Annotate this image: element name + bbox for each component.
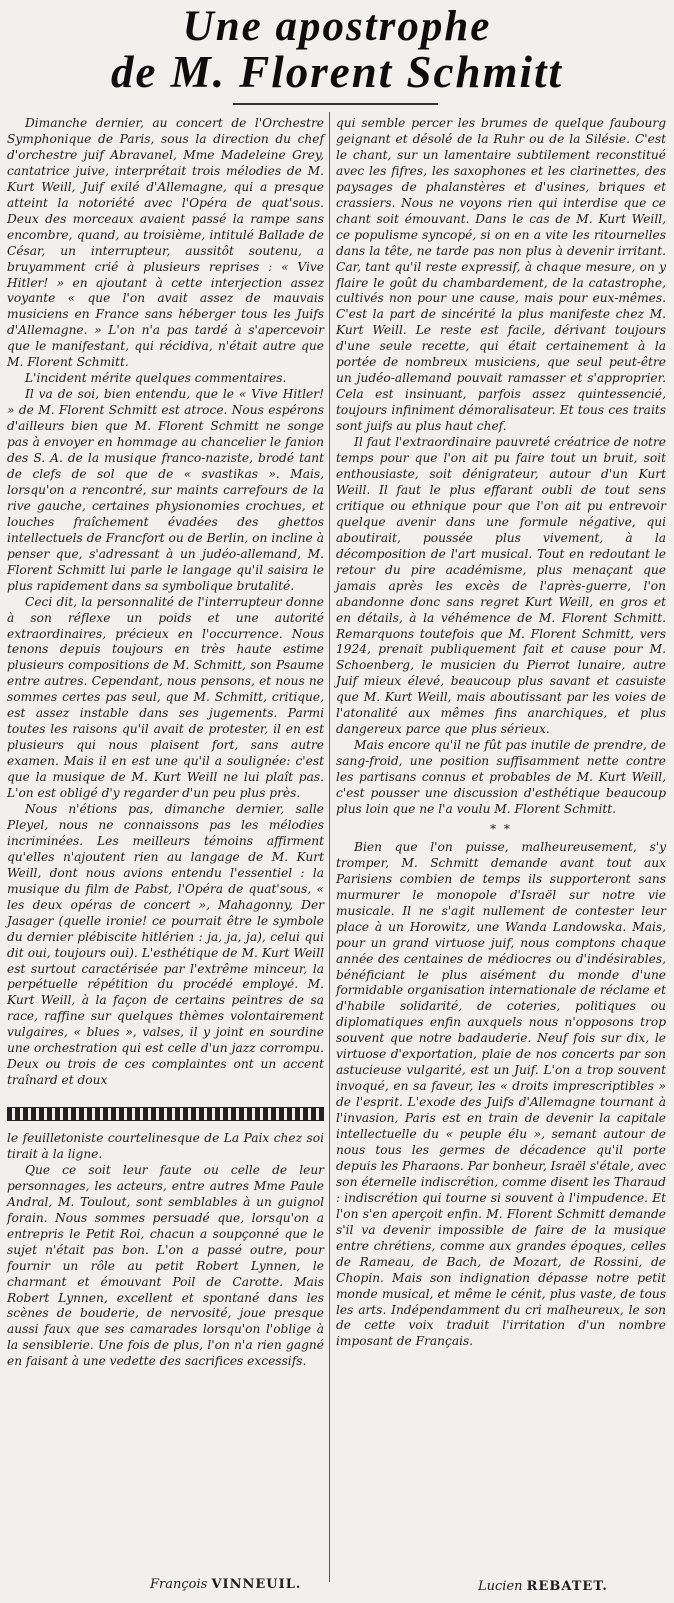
title-divider (233, 103, 438, 105)
section-stars: * * (489, 821, 513, 836)
signature-left (150, 1577, 301, 1592)
paragraph: Mais encore qu'il ne fût pas inutile de prendre, de sang-froid, une position suffisamment nette contre les partisans connus et probables de M. Kurt Weill, c'est pousser une discussion d'esthétique beaucoup plus loin que ne l'a voulu M. Florent Schmitt. (336, 738, 666, 816)
signature-first-name: François (150, 1577, 208, 1592)
headline-line-1: Une apostrophe (182, 3, 492, 50)
paragraph: Bien que l'on puisse, malheureusement, s'y tromper, M. Schmitt demande avant tout aux Parisiens combien de temps ils supporteront sans murmurer le monopole d'Israël sur notre vie musicale. Il ne s'agit nullement de contester leur place à un Horowitz, une Wanda Landowska. Mais, pour un grand virtuose juif, nous comptons chaque année des centaines de médiocres ou d'indésirables, bénéficiant le plus aisément du monde d'une formidable organisation internationale de réclame et d'habile solidarité, de coteries, politiques ou diplomatiques enfin auxquels nous n'opposons trop souvent que notre badauderie. Neuf fois sur dix, le virtuose d'exportation, plaie de nos concerts par son astucieuse vulgarité, est un Juif. L'on a trop souvent invoqué, en sa faveur, les « droits imprescriptibles » de l'esprit. L'exode des Juifs d'Allemagne tournant à l'invasion, Paris est en train de devenir la capitale intellectuelle du « peuple élu », semant autour de nous tous les germes de décadence qu'il porte depuis les Pharaons. Par bonheur, Israël s'étale, avec son éternelle indiscrétion, comme disent les Tharaud : indiscrétion qui tourne si souvent à l'impudence. Et l'on s'en aperçoit enfin. M. Florent Schmitt demande s'il va devenir impossible de faire de la musique entre chrétiens, comme aux grandes époques, celles de Rameau, de Bach, de Mozart, de Rossini, de Chopin. Mais son indignation dépasse notre petit monde musical, et même le cénit, plus vaste, de tous les arts. Indépendamment du cri malheureux, le son de cette voix traduit l'irritation d'un nombre imposant de Français. (336, 839, 666, 1349)
paragraph: Ceci dit, la personnalité de l'interrupteur donne à son réflexe un poids et une autorité extraordinaires, précieux en l'occurrence. Nous tenons depuis toujours en très haute estime plusieurs compositions de M. Schmitt, son Psaume entre autres. Cependant, nous pensons, et nous ne sommes certes pas seul, que M. Schmitt, critique, est assez instable dans ses jugements. Parmi toutes les raisons qu'il avait de protester, il en est plusieurs qui nous plaisent fort, sans autre examen. Mais il en est une qu'il a soulignée: c'est que la musique de M. Kurt Weill ne lui plaît pas. L'on est obligé d'y regarder d'un peu plus près. (7, 594, 324, 801)
left-column (7, 116, 324, 1089)
paragraph: le feuilletoniste courtelinesque de La Paix chez soi tirait à la ligne. (7, 1131, 324, 1161)
signature-right (478, 1579, 608, 1594)
paragraph: Il va de soi, bien entendu, que le « Vive Hitler! » de M. Florent Schmitt est atroce. Nous espérons d'ailleurs bien que M. Florent Schmitt ne songe pas à envoyer en hommage au chancelier le fanion des S. A. de la musique franco-naziste, brodé tant de clefs de sol que de « svastikas ». Mais, lorsqu'on a rencontré, sur maints carrefours de la rive gauche, certaines physionomies crochues, et louches fraîchement évadées des ghettos intellectuels de Francfort ou de Berlin, on incline à penser que, s'adressant à un judéo-allemand, M. Florent Schmitt lui parle le langage qu'il saisira le plus rapidement dans sa symbolique brutalité. (7, 387, 324, 593)
paragraph: Nous n'étions pas, dimanche dernier, salle Pleyel, nous ne connaissons pas les mélodies incriminées. Les meilleurs témoins affirment qu'elles n'ajoutent rien au langage de M. Kurt Weill, dont nous avions entendu l'essentiel : la musique du film de Pabst, l'Opéra de quat'sous, « les deux opéras de concert », Mahagonny, Der Jasager (quelle ironie! ce pourrait être le symbole du dernier plébiscite hitlérien : ja, ja, ja), celui qui dit oui, toujours oui). L'esthétique de M. Kurt Weill est surtout caractérisée par l'extrême minceur, la perpétuelle répétition du procédé employé. M. Kurt Weill, à la façon de certains peintres de sa race, raffine sur quelques thèmes volontairement vulgaires, « blues », valses, il y joint en sourdine une orchestration qui est celle d'un jazz corrompu. Deux ou trois de ces complaintes ont un accent traînard et doux (7, 801, 324, 1088)
paragraph: L'incident mérite quelques commentaires. (25, 371, 287, 386)
signature-last-name: VINNEUIL. (211, 1577, 302, 1592)
headline-line-2: de M. Florent Schmitt (110, 47, 564, 97)
signature-first-name: Lucien (478, 1579, 523, 1594)
left-column-continued (7, 1131, 324, 1370)
right-column (336, 116, 666, 1350)
article-separator (7, 1107, 324, 1121)
column-divider (329, 112, 330, 1582)
paragraph: qui semble percer les brumes de quelque faubourg geignant et désolé de la Ruhr ou de la Silésie. C'est le chant, sur un lamentaire subtilement reconstitué avec les fifres, les saxophones et les clarinettes, des paysages de phalanstères et d'usines, briques et crassiers. Nous ne voyons rien qui interdise que ce chant soit émouvant. Dans le cas de M. Kurt Weill, ce populisme syncopé, si on en a vite les ritournelles dans la tête, ne tarde pas non plus à devenir irritant. Car, tant qu'il reste expressif, à chaque mesure, on y flaire le goût du chambardement, de la catastrophe, cultivés non pour une cause, mais pour eux-mêmes. C'est la part de sincérité la plus manifeste chez M. Kurt Weill. Le reste est facile, dérivant toujours d'une seule recette, qui était certainement à la portée de nombreux musiciens, que seul peut-être un judéo-allemand pouvait ramasser et s'approprier. Cela est insinuant, parfois assez quintessencié, toujours infiniment démoralisateur. Et tous ces traits sont juifs au plus haut chef. (336, 116, 666, 434)
paragraph: Dimanche dernier, au concert de l'Orchestre Symphonique de Paris, sous la direction du chef d'orchestre juif Abravanel, Mme Madeleine Grey, cantatrice juive, interprétait trois mélodies de M. Kurt Weill, Juif exilé d'Allemagne, qui a presque atteint la notoriété avec l'Opéra de quat'sous. Deux des morceaux avaient passé la rampe sans encombre, quand, au troisième, intitulé Ballade de César, un interrupteur, aussitôt soutenu, a bruyamment crié à plusieurs reprises : « Vive Hitler! » en ajoutant à cette interjection assez voyante « que l'on avait assez de mauvais musiciens en France sans héberger tous les Juifs d'Allemagne. » L'on n'a pas tardé à s'apercevoir que le manifestant, qui récidiva, n'était autre que M. Florent Schmitt. (7, 116, 324, 370)
paragraph: Que ce soit leur faute ou celle de leur personnages, les acteurs, entre autres Mme Paule Andral, M. Toulout, sont semblables à un guignol forain. Nous sommes persuadé que, lorsqu'on a entrepris le Petit Roi, chacun a soupçonné que le sujet n'était pas bon. L'on a passé outre, pour fournir un rôle au petit Robert Lynnen, le charmant et émouvant Poil de Carotte. Mais Robert Lynnen, excellent et spontané dans les scènes de bouderie, de nervosité, joue presque aussi faux que ses camarades lorsqu'on l'oblige à la sensiblerie. Une fois de plus, l'on n'a rien gagné en faisant à une vedette des sacrifices excessifs. (7, 1162, 324, 1369)
signature-last-name: REBATET. (526, 1579, 608, 1594)
paragraph: Il faut l'extraordinaire pauvreté créatrice de notre temps pour que l'on ait pu faire tout un bruit, soit enthousiaste, soit dénigrateur, autour d'un Kurt Weill. Il faut le plus effarant oubli de tout sens critique ou ethnique pour que l'on ait pu entrevoir quelque avenir dans une formule négative, qui aboutirait, poussée plus vivement, à la décomposition de l'art musical. Tout en redoutant le retour du pire académisme, plus menaçant que jamais après les excès de l'après-guerre, l'on abandonne donc sans regret Kurt Weill, en gros et en détails, à la véhémence de M. Florent Schmitt. Remarquons toutefois que M. Florent Schmitt, vers 1924, prenait publiquement fait et cause pour M. Schoenberg, le musicien du Pierrot lunaire, autre Juif mieux élevé, beaucoup plus savant et casuiste que M. Kurt Weill, mais aboutissant par les voies de l'atonalité aux mêmes fins anarchiques, et plus dangereux parce que plus sérieux. (336, 435, 666, 737)
